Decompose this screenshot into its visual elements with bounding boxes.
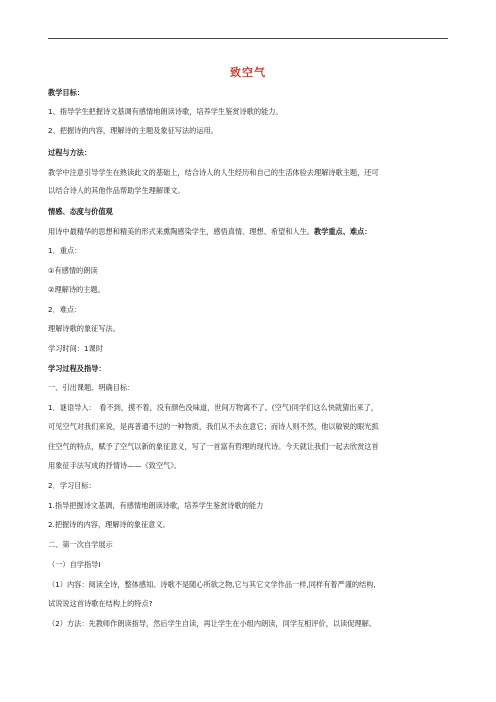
paragraph-line: 住空气的特点，赋予了空气以新的象征意义，写了一首富有哲理的现代诗。今天就让我们一起去欣赏这首 xyxy=(48,442,379,451)
heading-objectives: 教学目标： xyxy=(48,88,84,97)
paragraph-line: 2、把握诗的内容，理解诗的主题及象征写法的运用。 xyxy=(48,126,218,135)
paragraph-line xyxy=(48,227,458,237)
paragraph-line: （2）方法：先教师作朗读指导，然后学生自读，再让学生在小组内朗读，同学互相评价，以读促理解。 xyxy=(48,619,377,628)
paragraph-line: 用象征手法写成的抒情诗——《致空气》。 xyxy=(48,461,181,470)
list-item: 1．重点： xyxy=(48,246,82,255)
document-title: 致空气 xyxy=(230,66,266,79)
list-item: 2．学习目标： xyxy=(48,481,96,490)
study-time: 学习时间：1课时 xyxy=(48,344,103,353)
paragraph-line: 教学中注意引导学生在熟读此文的基础上，结合诗人的人生经历和自己的生活体验去理解诗歌主题，还可 xyxy=(48,168,379,177)
paragraph-line: （1）内容：阅读全诗，整体感知。诗歌不是随心所欲之物,它与其它文学作品一样,同样有着严谨的结构, xyxy=(48,580,376,589)
section-heading: 一、引出课题、明确目标： xyxy=(48,383,135,392)
list-item: 1.指导把握诗文基调，有感情地朗读诗歌，培养学生鉴赏诗歌的能力 xyxy=(48,501,264,510)
paragraph-line: 1．谜语导入： 看不到，摸不着，没有颜色没味道，世间万物离不了。(空气)同学们这么快就猜出来了， xyxy=(48,403,379,412)
paragraph-line: 1、指导学生把握诗文基调有感情地朗读诗歌，培养学生鉴赏诗歌的能力。 xyxy=(48,107,283,116)
list-item: 2.把握诗的内容，理解诗的象征意义。 xyxy=(48,520,170,529)
list-item: 理解诗歌的象征写法。 xyxy=(48,324,120,333)
paragraph-line: 可见空气对我们来说，是再普通不过的一种物质，我们从不去在意它；而诗人则不然，他以敏锐的眼光抓 xyxy=(48,422,379,431)
paragraph-line: 试说说这首诗歌在结构上的特点? xyxy=(48,599,153,608)
heading-key-points: 教学重点、难点： xyxy=(313,227,372,236)
section-heading: 二、第一次自学展示 xyxy=(48,540,113,549)
heading-attitude-values: 情感、态度与价值观 xyxy=(48,207,113,216)
list-item: ①有感情的朗读 xyxy=(48,266,98,275)
heading-process-methods: 过程与方法： xyxy=(48,148,92,157)
header-rule xyxy=(48,38,448,39)
list-item: 2．难点： xyxy=(48,305,82,314)
heading-learning-process: 学习过程及指导： xyxy=(48,364,106,373)
paragraph-text: 用诗中最精华的思想和精美的形式来熏陶感染学生，感悟真情、理想、希望和人生。 xyxy=(48,227,314,236)
paragraph-line: 以结合诗人的其他作品帮助学生理解课文。 xyxy=(48,186,185,195)
list-item: ②理解诗的主题。 xyxy=(48,285,105,294)
subsection-heading: （一）自学指导Ⅰ xyxy=(48,560,101,569)
